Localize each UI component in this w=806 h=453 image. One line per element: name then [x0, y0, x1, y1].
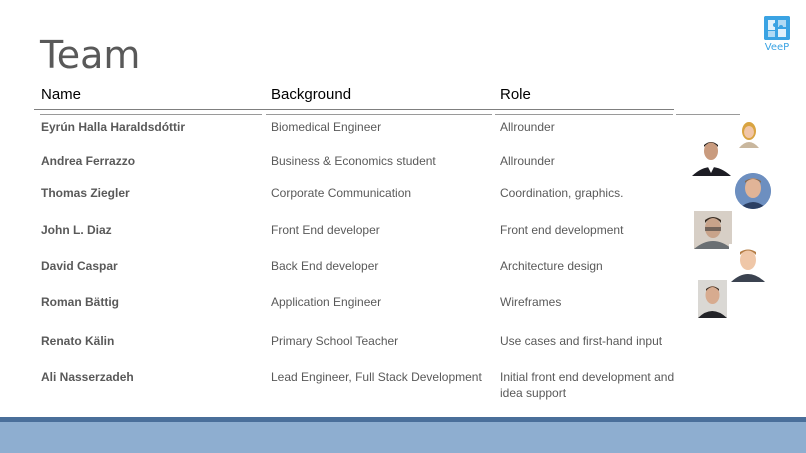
table-row-background: Corporate Communication [271, 186, 412, 200]
member-photo [735, 173, 771, 209]
table-row-background: Back End developer [271, 259, 379, 273]
table-row-background: Lead Engineer, Full Stack Development [271, 370, 482, 384]
logo-text: VeeP [764, 42, 790, 53]
col-header-role: Role [500, 86, 531, 103]
header-divider-sub [40, 114, 262, 115]
header-divider-sub [266, 114, 492, 115]
header-divider-sub [676, 114, 740, 115]
table-row-name: Andrea Ferrazzo [41, 154, 136, 168]
table-row-role: Front end development [500, 223, 624, 237]
table-row-role: Allrounder [500, 154, 555, 168]
table-row-role: Allrounder [500, 120, 555, 134]
slide-title: Team [40, 33, 141, 77]
table-row-background: Application Engineer [271, 295, 382, 309]
member-photo [735, 118, 763, 148]
col-header-background: Background [271, 86, 352, 103]
table-row-role: Architecture design [500, 259, 603, 273]
member-photo [692, 137, 731, 176]
table-row-role: Coordination, graphics. [500, 186, 624, 200]
veep-logo [761, 16, 793, 53]
table-row-role: Wireframes [500, 295, 562, 309]
footer-bar [0, 422, 806, 453]
table-row-role: Initial front end development and idea support [500, 370, 675, 400]
table-row-background: Primary School Teacher [271, 334, 399, 348]
table-row-name: Eyrún Halla Haraldsdóttir [41, 120, 186, 134]
puzzle-icon [764, 16, 790, 40]
table-row-name: Roman Bättig [41, 295, 119, 309]
header-divider [34, 109, 674, 110]
member-photo [694, 211, 732, 249]
member-photo [729, 244, 767, 282]
col-header-name: Name [41, 86, 82, 103]
table-row-name: John L. Diaz [41, 223, 112, 237]
table-row-name: Ali Nasserzadeh [41, 370, 134, 384]
table-row-background: Business & Economics student [271, 154, 436, 168]
member-photo [698, 280, 727, 318]
table-row-background: Biomedical Engineer [271, 120, 382, 134]
table-row-name: Thomas Ziegler [41, 186, 130, 200]
header-divider-sub [495, 114, 673, 115]
table-row-role: Use cases and first-hand input [500, 334, 663, 348]
table-row-background: Front End developer [271, 223, 380, 237]
table-row-name: David Caspar [41, 259, 118, 273]
table-row-name: Renato Kälin [41, 334, 115, 348]
